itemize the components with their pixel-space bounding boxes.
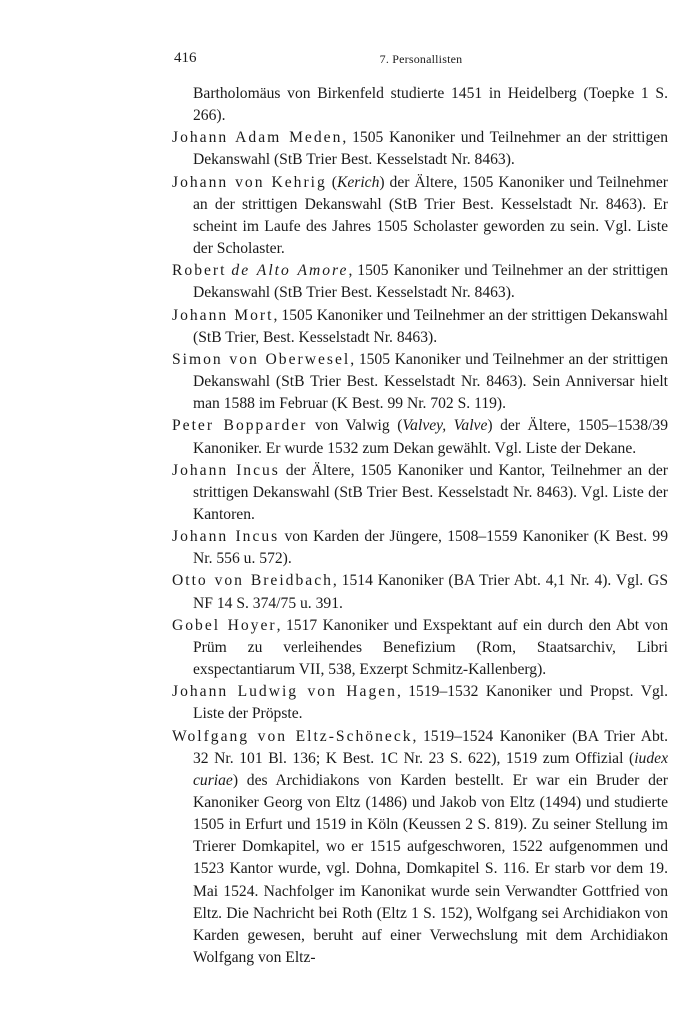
list-item: Johann Incus von Karden der Jüngere, 1508–1559 Kanoniker (K Best. 99 Nr. 556 u. 572). xyxy=(172,528,668,568)
person-name: Johann von Kehrig xyxy=(172,173,327,191)
person-name: Johann Incus xyxy=(172,461,280,479)
person-name: Johann Mort xyxy=(172,306,274,324)
person-name: Robert xyxy=(172,262,227,280)
person-name: Wolfgang von Eltz-Schöneck xyxy=(172,727,413,745)
name-variant: Kerich xyxy=(336,173,380,191)
person-name: Peter Bopparder xyxy=(172,417,308,435)
list-item: Wolfgang von Eltz-Schöneck, 1519–1524 Kanoniker (BA Trier Abt. 32 Nr. 101 Bl. 136; K Best. 1C Nr. 23 S. 622), 1519 zum Offizial (iudex curiae) des Archidiakons von Karden bestellt. Er war ein Bruder der Kanoniker Georg von Eltz (1486) und Jakob von Eltz (1494) und studierte 1505 in Erfurt und 1519 in Köln (Keussen 2 S. 819). Zu seiner Stellung im Trierer Domkapitel, wo er 1515 aufgeschworen, 1522 aufgenommen und 1523 Kantor wurde, vgl. Dohna, Domkapitel S. 116. Er starb vor dem 19. Mai 1524. Nachfolger im Kanonikat wurde sein Verwandter Gottfried von Eltz. Die Nachricht bei Roth (Eltz 1 S. 152), Wolfgang sei Archidiakon von Karden gewesen, beruht auf einer Verwechslung mit dem Archidiakon Wolfgang von Eltz- xyxy=(172,727,668,967)
person-name: Simon von Oberwesel xyxy=(172,350,351,368)
list-item: Johann Incus der Ältere, 1505 Kanoniker und Kantor, Teilnehmer an der strittigen Dekanswahl (StB Trier Best. Kesselstadt Nr. 8463). Vgl. Liste der Kantoren. xyxy=(172,461,668,523)
name-italic: de Alto Amore xyxy=(231,262,349,280)
page-header xyxy=(174,50,668,72)
latin-term: iudex curiae xyxy=(193,749,668,789)
person-name: Johann Adam Meden xyxy=(172,129,343,147)
person-name: Otto von Breidbach xyxy=(172,572,333,590)
person-name: Gobel Hoyer xyxy=(172,616,277,634)
list-item: Peter Bopparder von Valwig (Valvey, Valve) der Ältere, 1505–1538/39 Kanoniker. Er wurde 1532 zum Dekan gewählt. Vgl. Liste der Dekane. xyxy=(172,417,668,457)
list-item: Bartholomäus von Birkenfeld studierte 1451 in Heidelberg (Toepke 1 S. 266). xyxy=(193,85,668,125)
list-item: Otto von Breidbach, 1514 Kanoniker (BA Trier Abt. 4,1 Nr. 4). Vgl. GS NF 14 S. 374/75 u. 391. xyxy=(172,572,668,612)
person-name: Johann Ludwig von Hagen xyxy=(172,683,397,701)
list-item: Gobel Hoyer, 1517 Kanoniker und Exspektant auf ein durch den Abt von Prüm zu verleihendes Benefizium (Rom, Staatsarchiv, Libri exspectantiarum VII, 538, Exzerpt Schmitz-Kallenberg). xyxy=(172,616,668,679)
list-item: Johann Mort, 1505 Kanoniker und Teilnehmer an der strittigen Dekanswahl (StB Trier, Best. Kesselstadt Nr. 8463). xyxy=(172,306,669,346)
list-item: Johann Adam Meden, 1505 Kanoniker und Teilnehmer an der strittigen Dekanswahl (StB Trier Best. Kesselstadt Nr. 8463). xyxy=(172,129,668,169)
person-name: Johann Incus xyxy=(172,528,280,546)
list-item: Simon von Oberwesel, 1505 Kanoniker und Teilnehmer an der strittigen Dekanswahl (StB Trier Best. Kesselstadt Nr. 8463). Sein Anniversar hielt man 1588 im Februar (K Best. 99 Nr. 702 S. 119). xyxy=(172,350,669,413)
list-item: Robert de Alto Amore, 1505 Kanoniker und Teilnehmer an der strittigen Dekanswahl (StB Trier Best. Kesselstadt Nr. 8463). xyxy=(172,262,668,302)
entry-list xyxy=(172,83,668,969)
page-number: 416 xyxy=(174,50,197,66)
list-item: Johann von Kehrig (Kerich) der Ältere, 1505 Kanoniker und Teilnehmer an der strittigen Dekanswahl (StB Trier Best. Kesselstadt Nr. 8463). Er scheint im Laufe des Jahres 1505 Scholaster geworden zu sein. Vgl. Liste der Scholaster. xyxy=(172,173,668,258)
name-variant: Valvey, Valve xyxy=(402,417,488,435)
list-item: Johann Ludwig von Hagen, 1519–1532 Kanoniker und Propst. Vgl. Liste der Pröpste. xyxy=(172,683,668,723)
running-head: 7. Personallisten xyxy=(379,52,463,66)
